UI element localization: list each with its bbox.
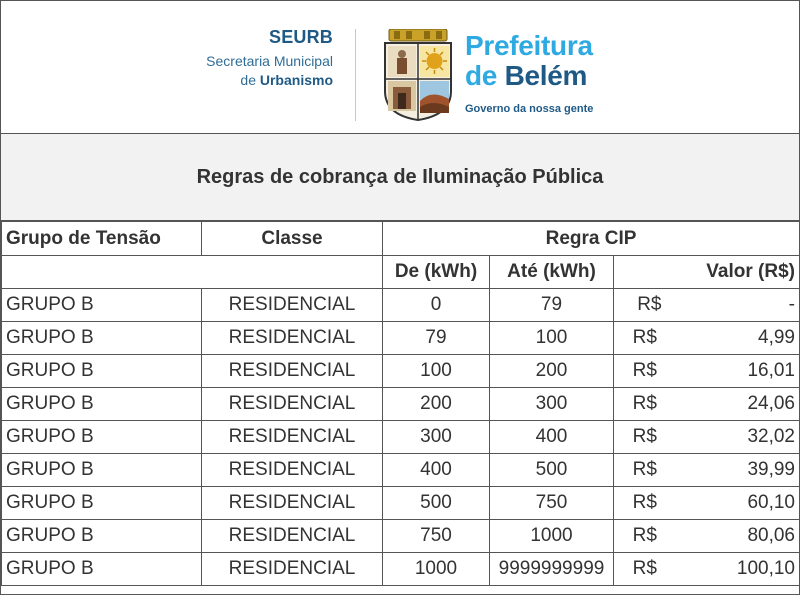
header-de-kwh: De (kWh) (383, 256, 490, 289)
cell-ate: 9999999999 (490, 553, 614, 586)
seurb-line1: Secretaria Municipal (206, 53, 333, 69)
cell-ate: 500 (490, 454, 614, 487)
cell-grupo: GRUPO B (2, 289, 202, 322)
cell-valor: 32,02 (664, 421, 800, 454)
cell-valor: 24,06 (664, 388, 800, 421)
page-title: Regras de cobrança de Iluminação Pública (196, 165, 604, 188)
cell-de: 750 (383, 520, 490, 553)
cell-valor: 39,99 (664, 454, 800, 487)
header-divider (355, 29, 356, 121)
cell-classe: RESIDENCIAL (202, 355, 383, 388)
seurb-subtitle (201, 52, 333, 90)
table-row (2, 388, 800, 421)
cell-classe: RESIDENCIAL (202, 322, 383, 355)
cell-ate: 1000 (490, 520, 614, 553)
cell-classe: RESIDENCIAL (202, 388, 383, 421)
cell-valor: 80,06 (664, 520, 800, 553)
seurb-line2-prefix: de (240, 72, 260, 88)
seurb-line2-bold: Urbanismo (259, 72, 333, 88)
header-classe: Classe (202, 222, 383, 256)
cell-de: 79 (383, 322, 490, 355)
cell-classe: RESIDENCIAL (202, 487, 383, 520)
table-row (2, 322, 800, 355)
table-row (2, 355, 800, 388)
seurb-logo (201, 27, 333, 90)
logo-header (1, 1, 799, 134)
cell-grupo: GRUPO B (2, 421, 202, 454)
cell-de: 0 (383, 289, 490, 322)
cell-moeda: R$ (614, 388, 664, 421)
cip-rules-table (1, 221, 800, 586)
table-header-row (2, 222, 800, 256)
cell-classe: RESIDENCIAL (202, 421, 383, 454)
cell-ate: 400 (490, 421, 614, 454)
cell-moeda: R$ (614, 289, 664, 322)
header-grupo-tensao: Grupo de Tensão (2, 222, 202, 256)
title-band (1, 134, 799, 221)
prefeitura-motto: Governo da nossa gente (465, 103, 594, 115)
cell-moeda: R$ (614, 553, 664, 586)
cell-grupo: GRUPO B (2, 388, 202, 421)
subheader-empty (2, 256, 383, 289)
prefeitura-logo (465, 31, 593, 115)
cell-classe: RESIDENCIAL (202, 553, 383, 586)
table-row (2, 454, 800, 487)
cell-grupo: GRUPO B (2, 322, 202, 355)
cell-classe: RESIDENCIAL (202, 289, 383, 322)
cell-moeda: R$ (614, 487, 664, 520)
cell-de: 100 (383, 355, 490, 388)
cell-classe: RESIDENCIAL (202, 520, 383, 553)
cell-grupo: GRUPO B (2, 355, 202, 388)
cell-ate: 79 (490, 289, 614, 322)
cell-grupo: GRUPO B (2, 520, 202, 553)
cell-moeda: R$ (614, 454, 664, 487)
prefeitura-line2-de: de (465, 60, 505, 91)
header-valor: Valor (R$) (614, 256, 800, 289)
cell-de: 1000 (383, 553, 490, 586)
cell-de: 400 (383, 454, 490, 487)
cell-valor: 60,10 (664, 487, 800, 520)
coat-of-arms-icon (381, 29, 455, 121)
cell-grupo: GRUPO B (2, 487, 202, 520)
seurb-title: SEURB (268, 27, 333, 47)
cell-ate: 300 (490, 388, 614, 421)
cell-ate: 750 (490, 487, 614, 520)
cell-classe: RESIDENCIAL (202, 454, 383, 487)
cell-valor: - (664, 289, 800, 322)
header-ate-kwh: Até (kWh) (490, 256, 614, 289)
table-subheader-row (2, 256, 800, 289)
table-row (2, 520, 800, 553)
table-body (2, 289, 800, 586)
header-regra-cip: Regra CIP (383, 222, 800, 256)
cell-valor: 16,01 (664, 355, 800, 388)
cell-moeda: R$ (614, 421, 664, 454)
cell-de: 200 (383, 388, 490, 421)
cell-ate: 200 (490, 355, 614, 388)
table-row (2, 487, 800, 520)
table-row (2, 289, 800, 322)
cell-moeda: R$ (614, 322, 664, 355)
table-row (2, 553, 800, 586)
cell-valor: 4,99 (664, 322, 800, 355)
cell-moeda: R$ (614, 520, 664, 553)
cell-de: 300 (383, 421, 490, 454)
cell-moeda: R$ (614, 355, 664, 388)
prefeitura-line2-city: Belém (504, 60, 588, 91)
cell-ate: 100 (490, 322, 614, 355)
table-row (2, 421, 800, 454)
cell-de: 500 (383, 487, 490, 520)
prefeitura-line2 (465, 61, 593, 91)
cell-grupo: GRUPO B (2, 454, 202, 487)
cell-grupo: GRUPO B (2, 553, 202, 586)
cell-valor: 100,10 (664, 553, 800, 586)
prefeitura-line1: Prefeitura (465, 30, 593, 61)
